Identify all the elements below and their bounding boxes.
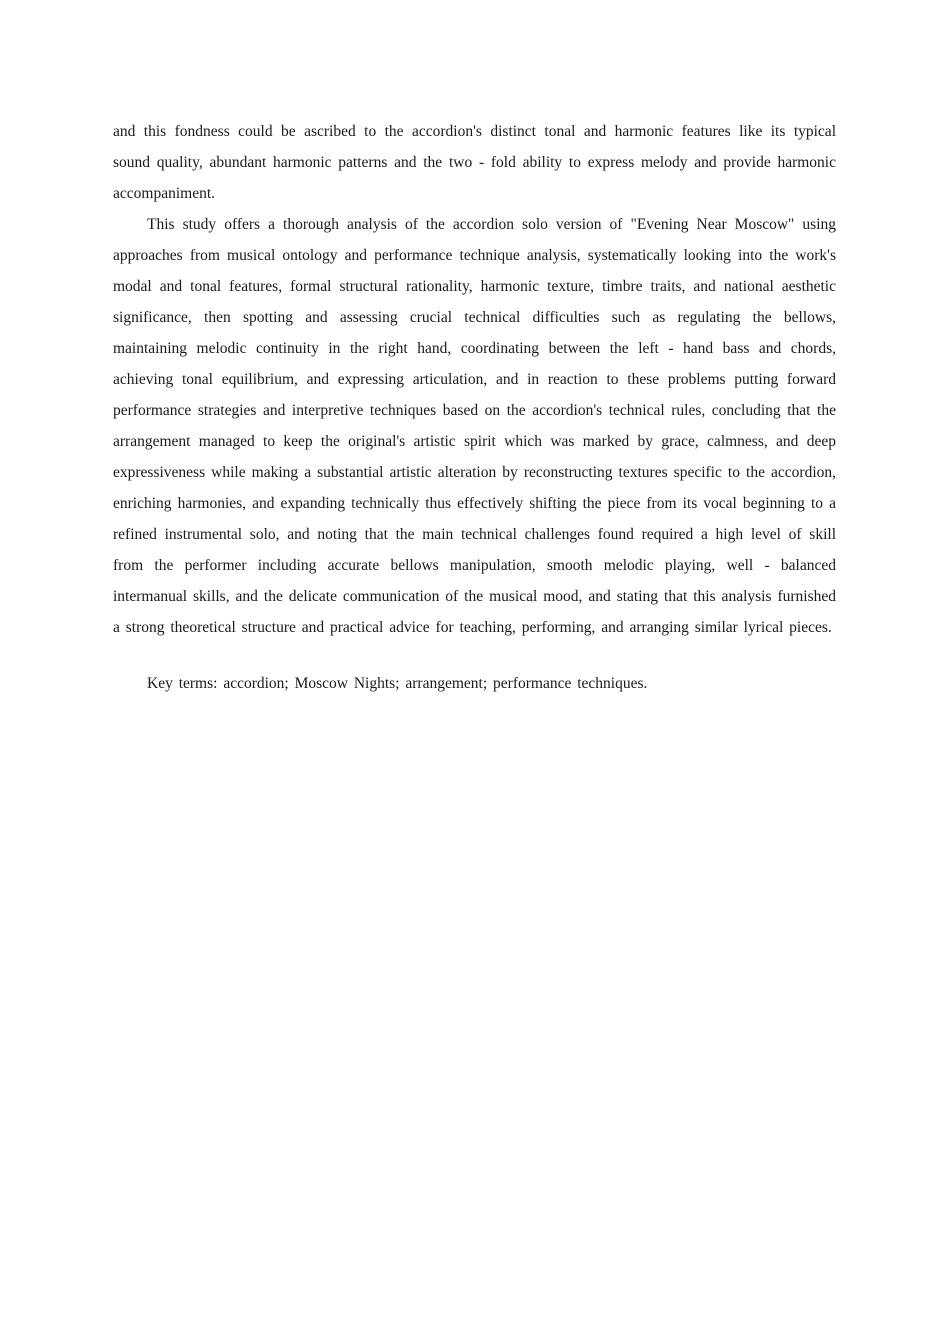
- paragraph-continuation: and this fondness could be ascribed to the accordion's distinct tonal and harmonic features like its typical sound quality, abundant harmonic patterns and the two - fold ability to express melody and provide harmonic accompaniment.: [113, 123, 836, 202]
- key-terms: Key terms: accordion; Moscow Nights; arrangement; performance techniques.: [147, 675, 648, 692]
- document-page: [113, 116, 836, 699]
- paragraph-study-summary: This study offers a thorough analysis of the accordion solo version of "Evening Near Moscow" using approaches from musical ontology and performance technique analysis, systematically looking into the work's modal and tonal features, formal structural rationality, harmonic texture, timbre traits, and national aesthetic significance, then spotting and assessing crucial technical difficulties such as regulating the bellows, maintaining melodic continuity in the right hand, coordinating between the left - hand bass and chords, achieving tonal equilibrium, and expressing articulation, and in reaction to these problems putting forward performance strategies and interpretive techniques based on the accordion's technical rules, concluding that the arrangement managed to keep the original's artistic spirit which was marked by grace, calmness, and deep expressiveness while making a substantial artistic alteration by reconstructing textures specific to the accordion, enriching harmonies, and expanding technically thus effectively shifting the piece from its vocal beginning to a refined instrumental solo, and noting that the main technical challenges found required a high level of skill from the performer including accurate bellows manipulation, smooth melodic playing, well - balanced intermanual skills, and the delicate communication of the musical mood, and stating that this analysis furnished a strong theoretical structure and practical advice for teaching, performing, and arranging similar lyrical pieces.: [113, 216, 836, 636]
